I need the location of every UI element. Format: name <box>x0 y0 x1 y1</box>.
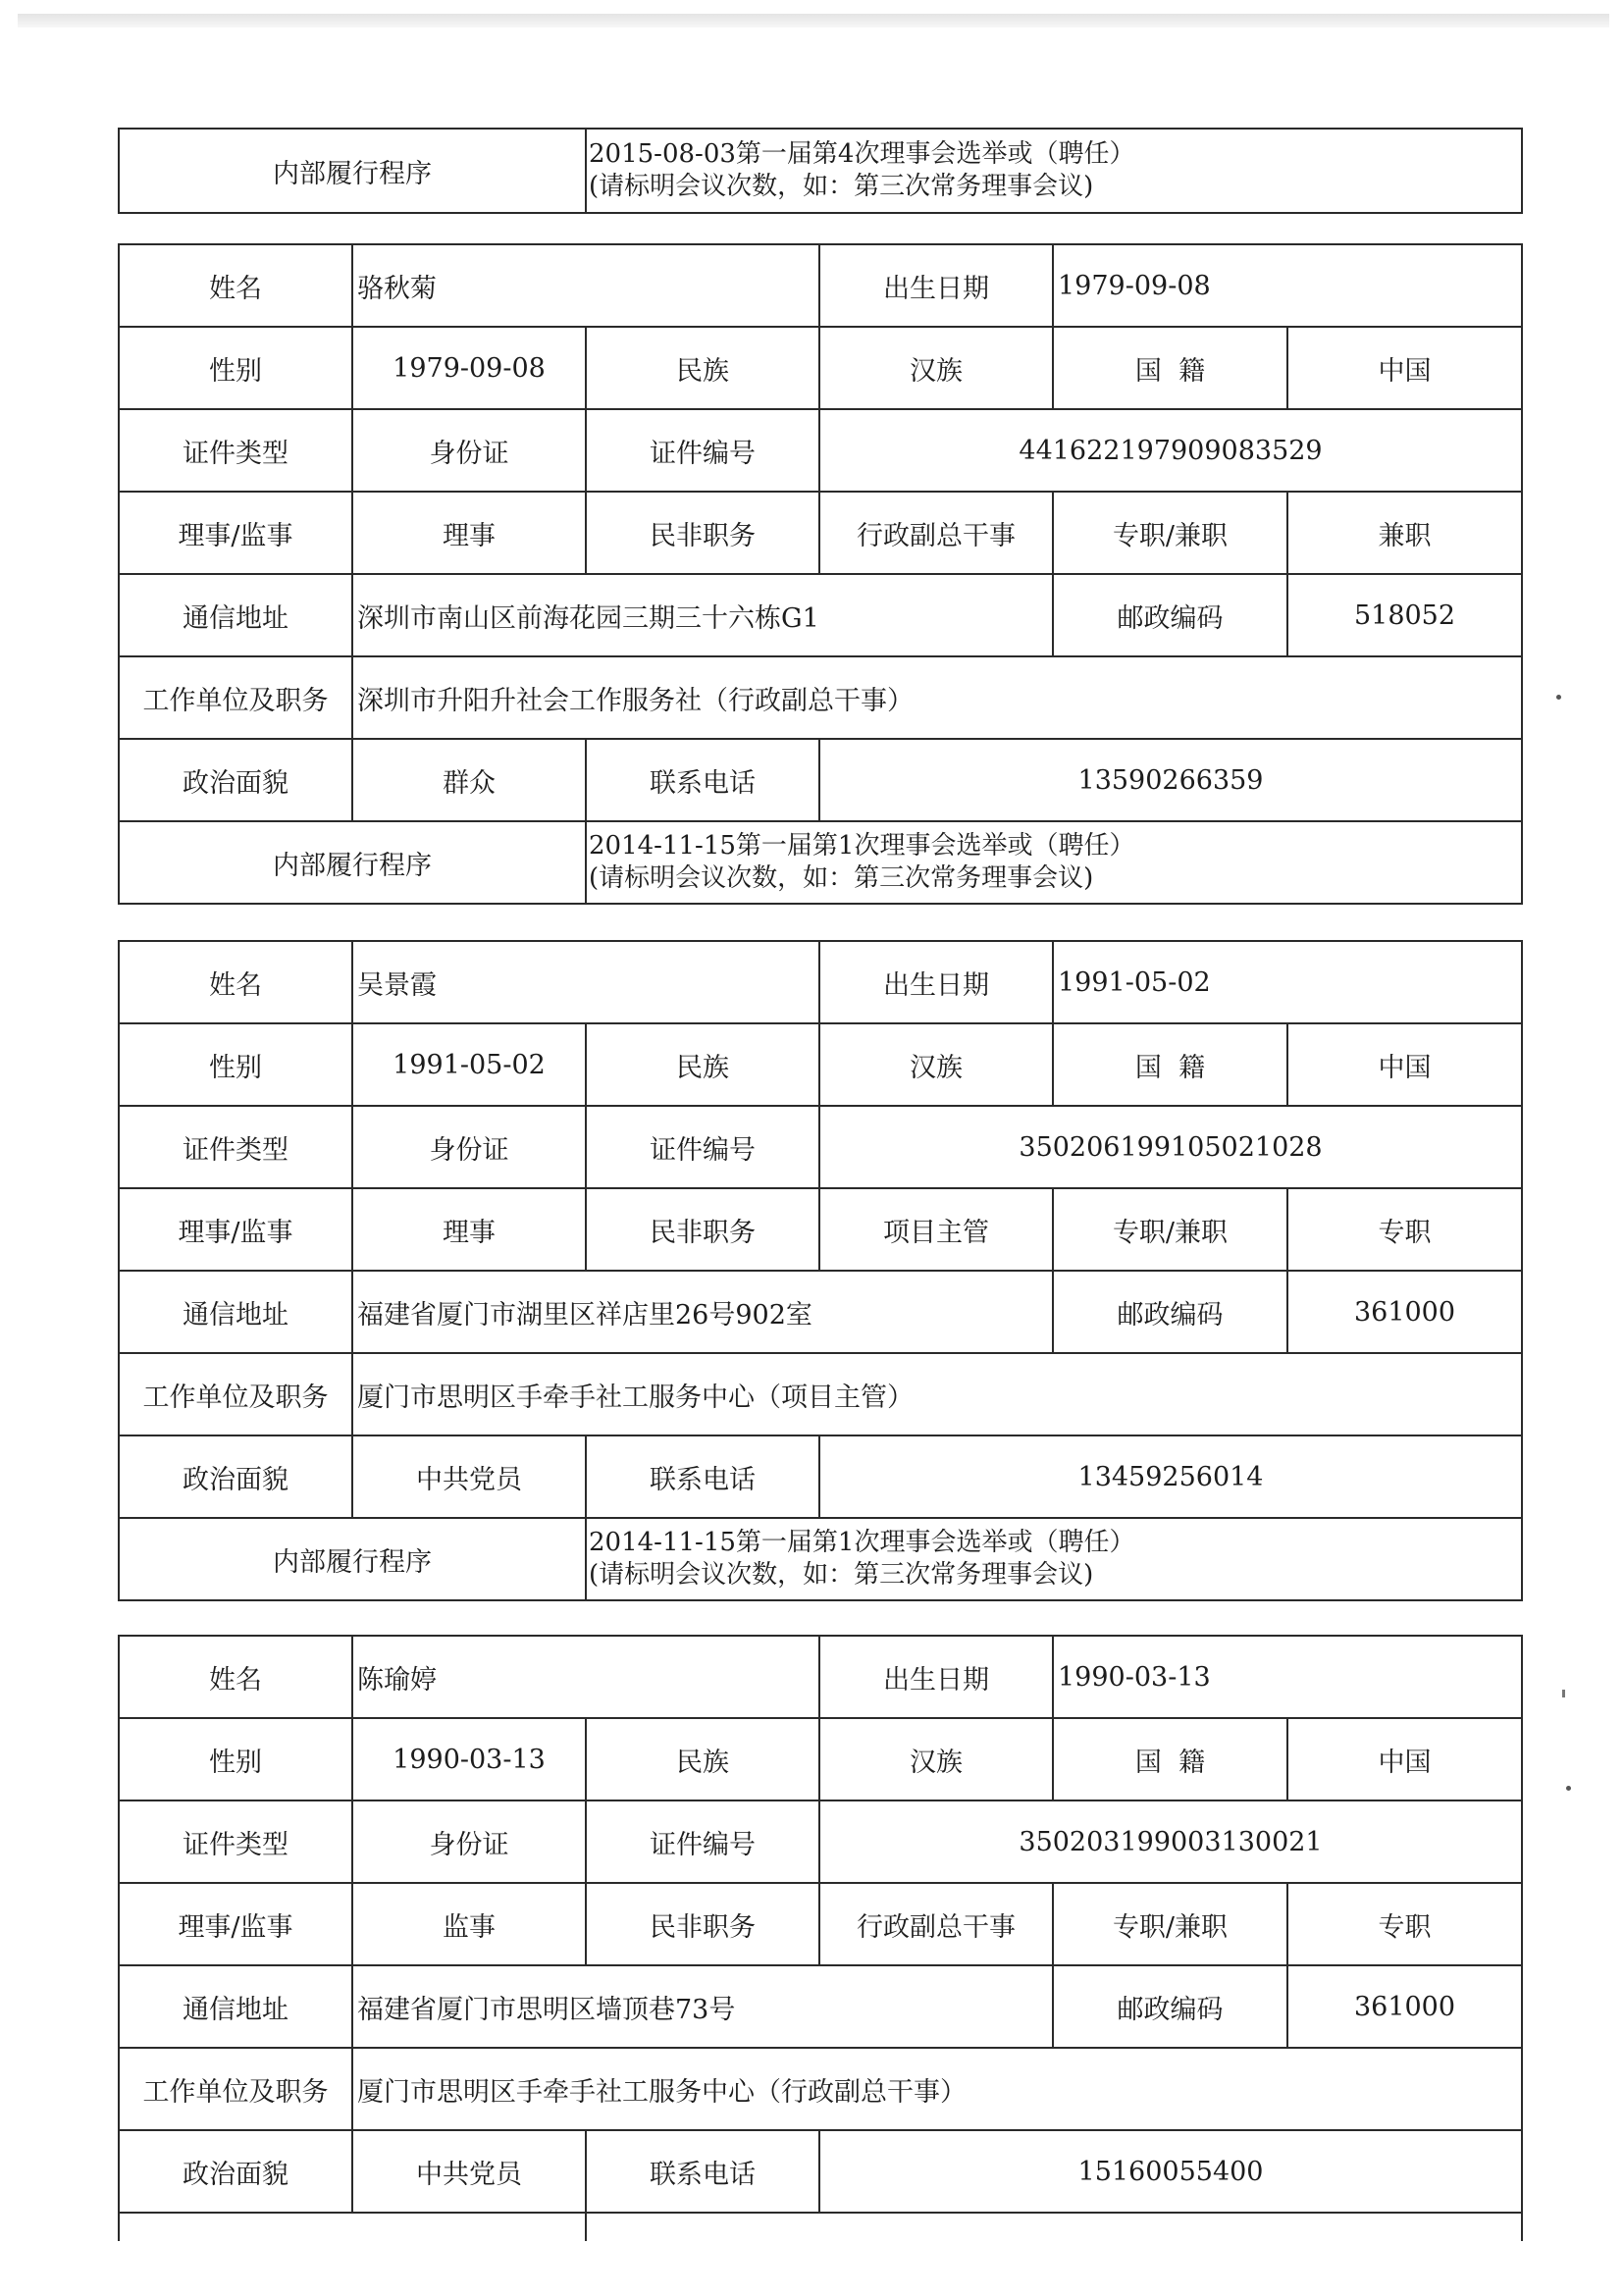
full-part-time-value: 专职 <box>1287 1188 1522 1271</box>
political-status-value: 群众 <box>352 739 586 821</box>
procedure-value <box>586 1518 1522 1600</box>
full-part-time-value: 兼职 <box>1287 492 1522 574</box>
full-part-time-label: 专职/兼职 <box>1053 1883 1287 1965</box>
phone-value: 13590266359 <box>819 739 1522 821</box>
previous-record-fragment <box>118 128 1523 214</box>
ethnicity-label: 民族 <box>586 1023 819 1106</box>
id-number-value: 441622197909083529 <box>819 409 1522 492</box>
phone-label: 联系电话 <box>586 1435 819 1518</box>
employer-label: 工作单位及职务 <box>119 1353 352 1435</box>
board-role-value: 监事 <box>352 1883 586 1965</box>
scan-speck <box>1566 1786 1571 1791</box>
procedure-value <box>586 129 1522 213</box>
id-type-label: 证件类型 <box>119 409 352 492</box>
phone-value: 13459256014 <box>819 1435 1522 1518</box>
name-label: 姓名 <box>119 244 352 327</box>
employer-label: 工作单位及职务 <box>119 656 352 739</box>
full-part-time-label: 专职/兼职 <box>1053 492 1287 574</box>
full-part-time-label: 专职/兼职 <box>1053 1188 1287 1271</box>
scan-speck <box>1556 695 1561 700</box>
procedure-line-1: 2014-11-15第一届第1次理事会选举或（聘任） <box>589 1528 1135 1557</box>
position-label: 民非职务 <box>586 492 819 574</box>
position-label: 民非职务 <box>586 1883 819 1965</box>
board-role-value: 理事 <box>352 1188 586 1271</box>
political-status-value: 中共党员 <box>352 2130 586 2213</box>
procedure-line-2: (请标明会议次数，如：第三次常务理事会议) <box>589 863 1094 893</box>
procedure-line-2: (请标明会议次数，如：第三次常务理事会议) <box>589 1560 1094 1590</box>
procedure-line-2: (请标明会议次数，如：第三次常务理事会议) <box>589 172 1094 201</box>
nationality-value: 中国 <box>1287 327 1522 409</box>
name-value: 陈瑜婷 <box>352 1636 819 1718</box>
political-status-label: 政治面貌 <box>119 739 352 821</box>
postal-code-value: 518052 <box>1287 574 1522 656</box>
address-label: 通信地址 <box>119 1965 352 2048</box>
id-number-value: 350206199105021028 <box>819 1106 1522 1188</box>
birth-date-value: 1979-09-08 <box>1053 244 1522 327</box>
id-number-label: 证件编号 <box>586 1800 819 1883</box>
birth-date-label: 出生日期 <box>819 244 1053 327</box>
board-role-label: 理事/监事 <box>119 1883 352 1965</box>
nationality-value: 中国 <box>1287 1718 1522 1800</box>
member-record-2 <box>118 940 1523 1601</box>
board-role-label: 理事/监事 <box>119 492 352 574</box>
name-label: 姓名 <box>119 1636 352 1718</box>
id-number-label: 证件编号 <box>586 1106 819 1188</box>
employer-value: 厦门市思明区手牵手社工服务中心（行政副总干事） <box>352 2048 1522 2130</box>
address-value: 福建省厦门市思明区墙顶巷73号 <box>352 1965 1053 2048</box>
id-type-label: 证件类型 <box>119 1800 352 1883</box>
ethnicity-value: 汉族 <box>819 1023 1053 1106</box>
birth-date-label: 出生日期 <box>819 1636 1053 1718</box>
phone-label: 联系电话 <box>586 739 819 821</box>
nationality-label: 国 籍 <box>1053 327 1287 409</box>
member-record-1 <box>118 243 1523 905</box>
procedure-label: 内部履行程序 <box>119 821 586 904</box>
id-type-value: 身份证 <box>352 1106 586 1188</box>
procedure-label-cutoff <box>119 2213 586 2241</box>
gender-value: 1990-03-13 <box>352 1718 586 1800</box>
employer-value: 厦门市思明区手牵手社工服务中心（项目主管） <box>352 1353 1522 1435</box>
position-label: 民非职务 <box>586 1188 819 1271</box>
address-value: 福建省厦门市湖里区祥店里26号902室 <box>352 1271 1053 1353</box>
gender-value: 1979-09-08 <box>352 327 586 409</box>
member-record-3 <box>118 1635 1523 2241</box>
address-label: 通信地址 <box>119 1271 352 1353</box>
address-value: 深圳市南山区前海花园三期三十六栋G1 <box>352 574 1053 656</box>
procedure-value <box>586 821 1522 904</box>
address-label: 通信地址 <box>119 574 352 656</box>
gender-label: 性别 <box>119 1718 352 1800</box>
postal-code-label: 邮政编码 <box>1053 1271 1287 1353</box>
board-role-value: 理事 <box>352 492 586 574</box>
position-value: 项目主管 <box>819 1188 1053 1271</box>
gender-label: 性别 <box>119 1023 352 1106</box>
birth-date-label: 出生日期 <box>819 941 1053 1023</box>
id-type-label: 证件类型 <box>119 1106 352 1188</box>
nationality-label: 国 籍 <box>1053 1023 1287 1106</box>
id-type-value: 身份证 <box>352 409 586 492</box>
ethnicity-value: 汉族 <box>819 327 1053 409</box>
name-value: 吴景霞 <box>352 941 819 1023</box>
postal-code-label: 邮政编码 <box>1053 574 1287 656</box>
phone-label: 联系电话 <box>586 2130 819 2213</box>
nationality-value: 中国 <box>1287 1023 1522 1106</box>
procedure-value-cutoff <box>586 2213 1522 2241</box>
position-value: 行政副总干事 <box>819 1883 1053 1965</box>
postal-code-value: 361000 <box>1287 1965 1522 2048</box>
board-role-label: 理事/监事 <box>119 1188 352 1271</box>
gender-value: 1991-05-02 <box>352 1023 586 1106</box>
procedure-line-1: 2015-08-03第一届第4次理事会选举或（聘任） <box>589 139 1135 169</box>
political-status-value: 中共党员 <box>352 1435 586 1518</box>
name-value: 骆秋菊 <box>352 244 819 327</box>
employer-value: 深圳市升阳升社会工作服务社（行政副总干事） <box>352 656 1522 739</box>
ethnicity-value: 汉族 <box>819 1718 1053 1800</box>
id-number-value: 350203199003130021 <box>819 1800 1522 1883</box>
ethnicity-label: 民族 <box>586 327 819 409</box>
gender-label: 性别 <box>119 327 352 409</box>
phone-value: 15160055400 <box>819 2130 1522 2213</box>
name-label: 姓名 <box>119 941 352 1023</box>
procedure-label: 内部履行程序 <box>119 129 586 213</box>
full-part-time-value: 专职 <box>1287 1883 1522 1965</box>
birth-date-value: 1991-05-02 <box>1053 941 1522 1023</box>
procedure-label: 内部履行程序 <box>119 1518 586 1600</box>
position-value: 行政副总干事 <box>819 492 1053 574</box>
ethnicity-label: 民族 <box>586 1718 819 1800</box>
id-type-value: 身份证 <box>352 1800 586 1883</box>
birth-date-value: 1990-03-13 <box>1053 1636 1522 1718</box>
scan-speck <box>1562 1690 1565 1697</box>
procedure-line-1: 2014-11-15第一届第1次理事会选举或（聘任） <box>589 831 1135 861</box>
employer-label: 工作单位及职务 <box>119 2048 352 2130</box>
postal-code-label: 邮政编码 <box>1053 1965 1287 2048</box>
id-number-label: 证件编号 <box>586 409 819 492</box>
scan-top-edge <box>18 14 1609 27</box>
nationality-label: 国 籍 <box>1053 1718 1287 1800</box>
political-status-label: 政治面貌 <box>119 2130 352 2213</box>
postal-code-value: 361000 <box>1287 1271 1522 1353</box>
political-status-label: 政治面貌 <box>119 1435 352 1518</box>
